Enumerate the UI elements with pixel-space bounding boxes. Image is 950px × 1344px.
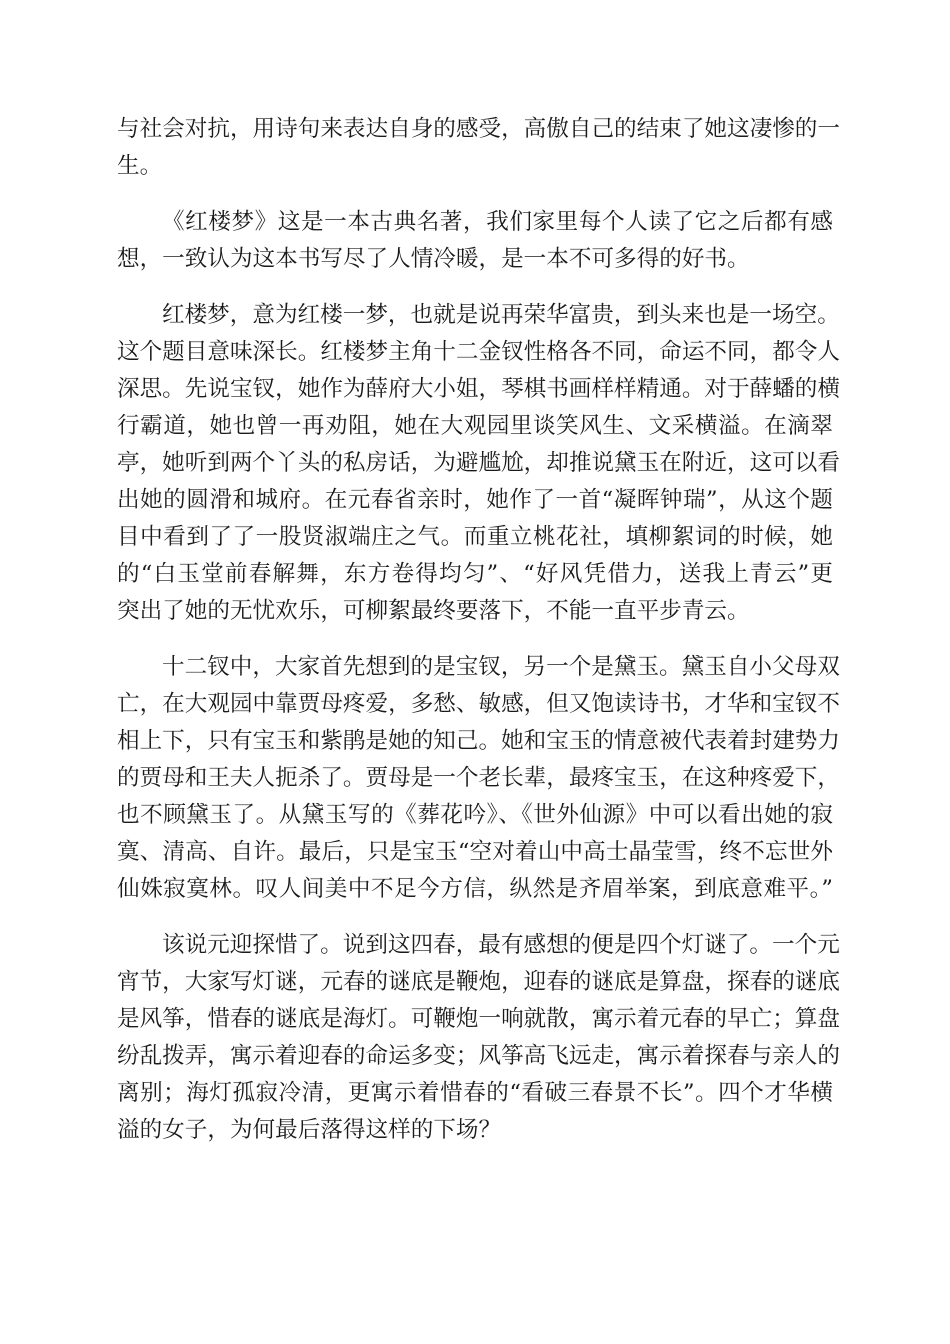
paragraph-5-line-5: 离别；海灯孤寂冷清，更寓示着惜春的“看破三春景不长”。四个才华横 [117,1080,833,1106]
paragraph-4-line-3: 相上下，只有宝玉和紫鹃是她的知己。她和宝玉的情意被代表着封建势力 [117,728,840,754]
paragraph-1-line-2: 生。 [117,153,163,179]
paragraph-3-line-6: 出她的圆滑和城府。在元春省亲时，她作了一首“凝晖钟瑞”，从这个题 [117,487,833,513]
paragraph-4-line-7: 仙姝寂寞林。叹人间美中不足今方信，纵然是齐眉举案，到底意难平。” [117,876,833,902]
paragraph-4-line-2: 亡，在大观园中靠贾母疼爱，多愁、敏感，但又饱读诗书，才华和宝钗不 [117,691,840,717]
paragraph-2-line-1: 《红楼梦》这是一本古典名著，我们家里每个人读了它之后都有感 [162,209,833,235]
paragraph-3-line-8: 的“白玉堂前春解舞，东方卷得均匀”、“好风凭借力，送我上青云”更 [117,561,833,587]
paragraph-5-line-6: 溢的女子，为何最后落得这样的下场？ [117,1117,502,1143]
paragraph-4-line-4: 的贾母和王夫人扼杀了。贾母是一个老长辈，最疼宝玉，在这种疼爱下， [117,765,840,791]
paragraph-2-line-2: 想，一致认为这本书写尽了人情冷暖，是一本不可多得的好书。 [117,246,750,272]
paragraph-3-line-2: 这个题目意味深长。红楼梦主角十二金钗性格各不同，命运不同，都令人 [117,339,840,365]
paragraph-5-line-4: 纷乱拨弄，寓示着迎春的命运多变；风筝高飞远走，寓示着探春与亲人的 [117,1043,840,1069]
paragraph-3-line-4: 行霸道，她也曾一再劝阻，她在大观园里谈笑风生、文采横溢。在滴翠 [117,413,833,439]
paragraph-4-line-6: 寞、清高、自许。最后，只是宝玉“空对着山中高士晶莹雪，终不忘世外 [117,839,833,865]
paragraph-5-line-3: 是风筝，惜春的谜底是海灯。可鞭炮一响就散，寓示着元春的早亡；算盘 [117,1006,840,1032]
paragraph-3-line-7: 目中看到了了一股贤淑端庄之气。而重立桃花社，填柳絮词的时候，她 [117,524,833,550]
paragraph-3-line-1: 红楼梦，意为红楼一梦，也就是说再荣华富贵，到头来也是一场空。 [162,302,840,328]
paragraph-3-line-3: 深思。先说宝钗，她作为薛府大小姐，琴棋书画样样精通。对于薛蟠的横 [117,376,840,402]
paragraph-4-line-5: 也不顾黛玉了。从黛玉写的《葬花吟》、《世外仙源》中可以看出她的寂 [117,802,833,828]
paragraph-1-line-1: 与社会对抗，用诗句来表达自身的感受，高傲自己的结束了她这凄惨的一 [117,116,840,142]
paragraph-5-line-2: 宵节，大家写灯谜，元春的谜底是鞭炮，迎春的谜底是算盘，探春的谜底 [117,969,840,995]
paragraph-3-line-5: 亭，她听到两个丫头的私房话，为避尴尬，却推说黛玉在附近，这可以看 [117,450,840,476]
paragraph-3-line-9: 突出了她的无忧欢乐，可柳絮最终要落下，不能一直平步青云。 [117,598,750,624]
paragraph-4-line-1: 十二钗中，大家首先想到的是宝钗，另一个是黛玉。黛玉自小父母双 [162,654,840,680]
paragraph-5-line-1: 该说元迎探惜了。说到这四春，最有感想的便是四个灯谜了。一个元 [162,932,840,958]
